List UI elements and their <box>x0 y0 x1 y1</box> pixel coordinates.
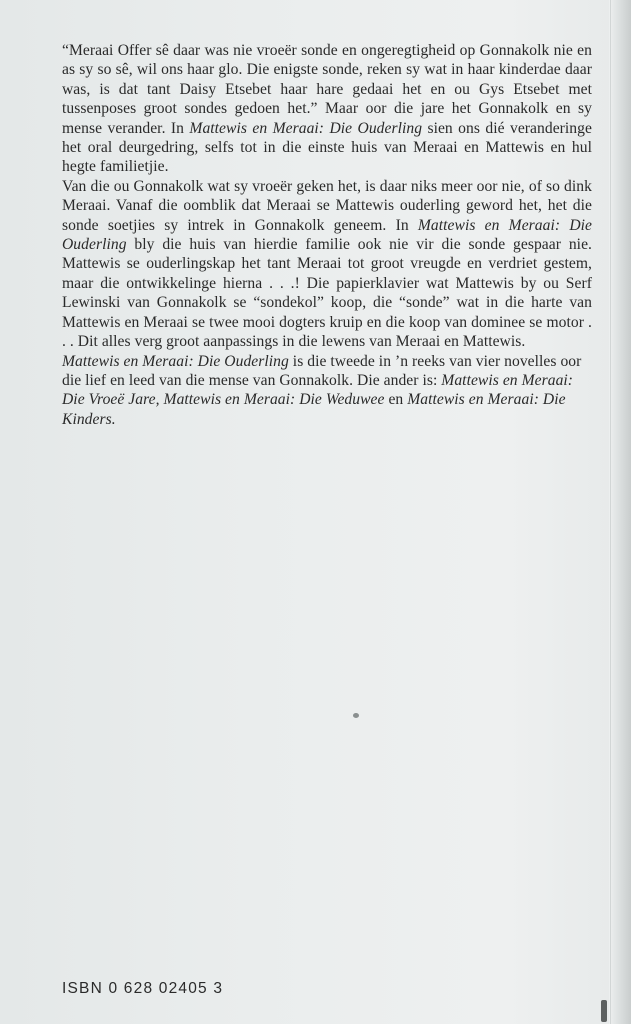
book-title: Mattewis en Meraai: Die Ouderling <box>189 119 423 137</box>
text-run: “Meraai Offer sê daar was nie vroeër sonde en ongeregtigheid op Gonnakolk nie en as sy so sê, wil ons haar glo. Die enigste sonde, reken sy wat in haar kinderdae daar was, is dat tant Daisy Etsebet haar hare gedaai het en ou Gys Etsebet met tussenposes groot sondes gedoen het.” Maar oor die jare het Gonnakolk en sy mense verander. In <box>62 42 592 137</box>
blurb-paragraph-1 <box>62 41 592 177</box>
book-title: Mattewis en Meraai: Die Ouderling <box>62 352 289 370</box>
blurb-text <box>62 41 592 429</box>
book-title: Mattewis en Meraai: Die Vroeë Jare, Mattewis en Meraai: Die Weduwee <box>62 371 574 409</box>
book-title: Mattewis en Meraai: Die Kinders. <box>62 391 566 428</box>
spine-crease <box>610 0 611 1024</box>
text-run: is die tweede in ’n reeks van vier novelles oor die lief en leed van die mense van Gonnakolk. Die ander is: <box>62 352 582 389</box>
blurb-paragraph-3 <box>62 352 592 430</box>
blurb-paragraph-2 <box>62 177 592 352</box>
text-run: Van die ou Gonnakolk wat sy vroeër geken het, is daar niks meer oor nie, of so dink Meraai. Vanaf die oomblik dat Meraai se Mattewis ouderling geword het, het die sonde soetjies sy intrek in Gonnakolk geneem. In <box>62 177 592 234</box>
paper-speck <box>353 713 359 718</box>
text-run: sien ons dié veranderinge het oral deurgedring, selfs tot in die einste huis van Meraai en Mattewis en hul hegte familietjie. <box>62 119 592 176</box>
book-title: Mattewis en Meraai: Die Ouderling <box>62 216 592 254</box>
text-run: en <box>384 391 408 409</box>
text-run: bly die huis van hierdie familie ook nie vir die sonde gespaar nie. Mattewis se ouderlingskap het tant Meraai tot groot vreugde en verdriet gestem, maar die ontwikkelinge hierna . . .! Die papierklavier wat Mattewis by ou Serf Lewinski van Gonnakolk se “sondekol” koop, die “sonde” wat in die harte van Mattewis en Meraai se twee mooi dogters kruip en die koop van dominee se motor . . . Dit alles verg groot aanpassings in die lewens van Meraai en Mattewis. <box>62 236 592 351</box>
spine-edge <box>609 0 631 1024</box>
edge-wear-mark <box>601 1000 607 1022</box>
isbn-number: ISBN 0 628 02405 3 <box>62 980 224 997</box>
